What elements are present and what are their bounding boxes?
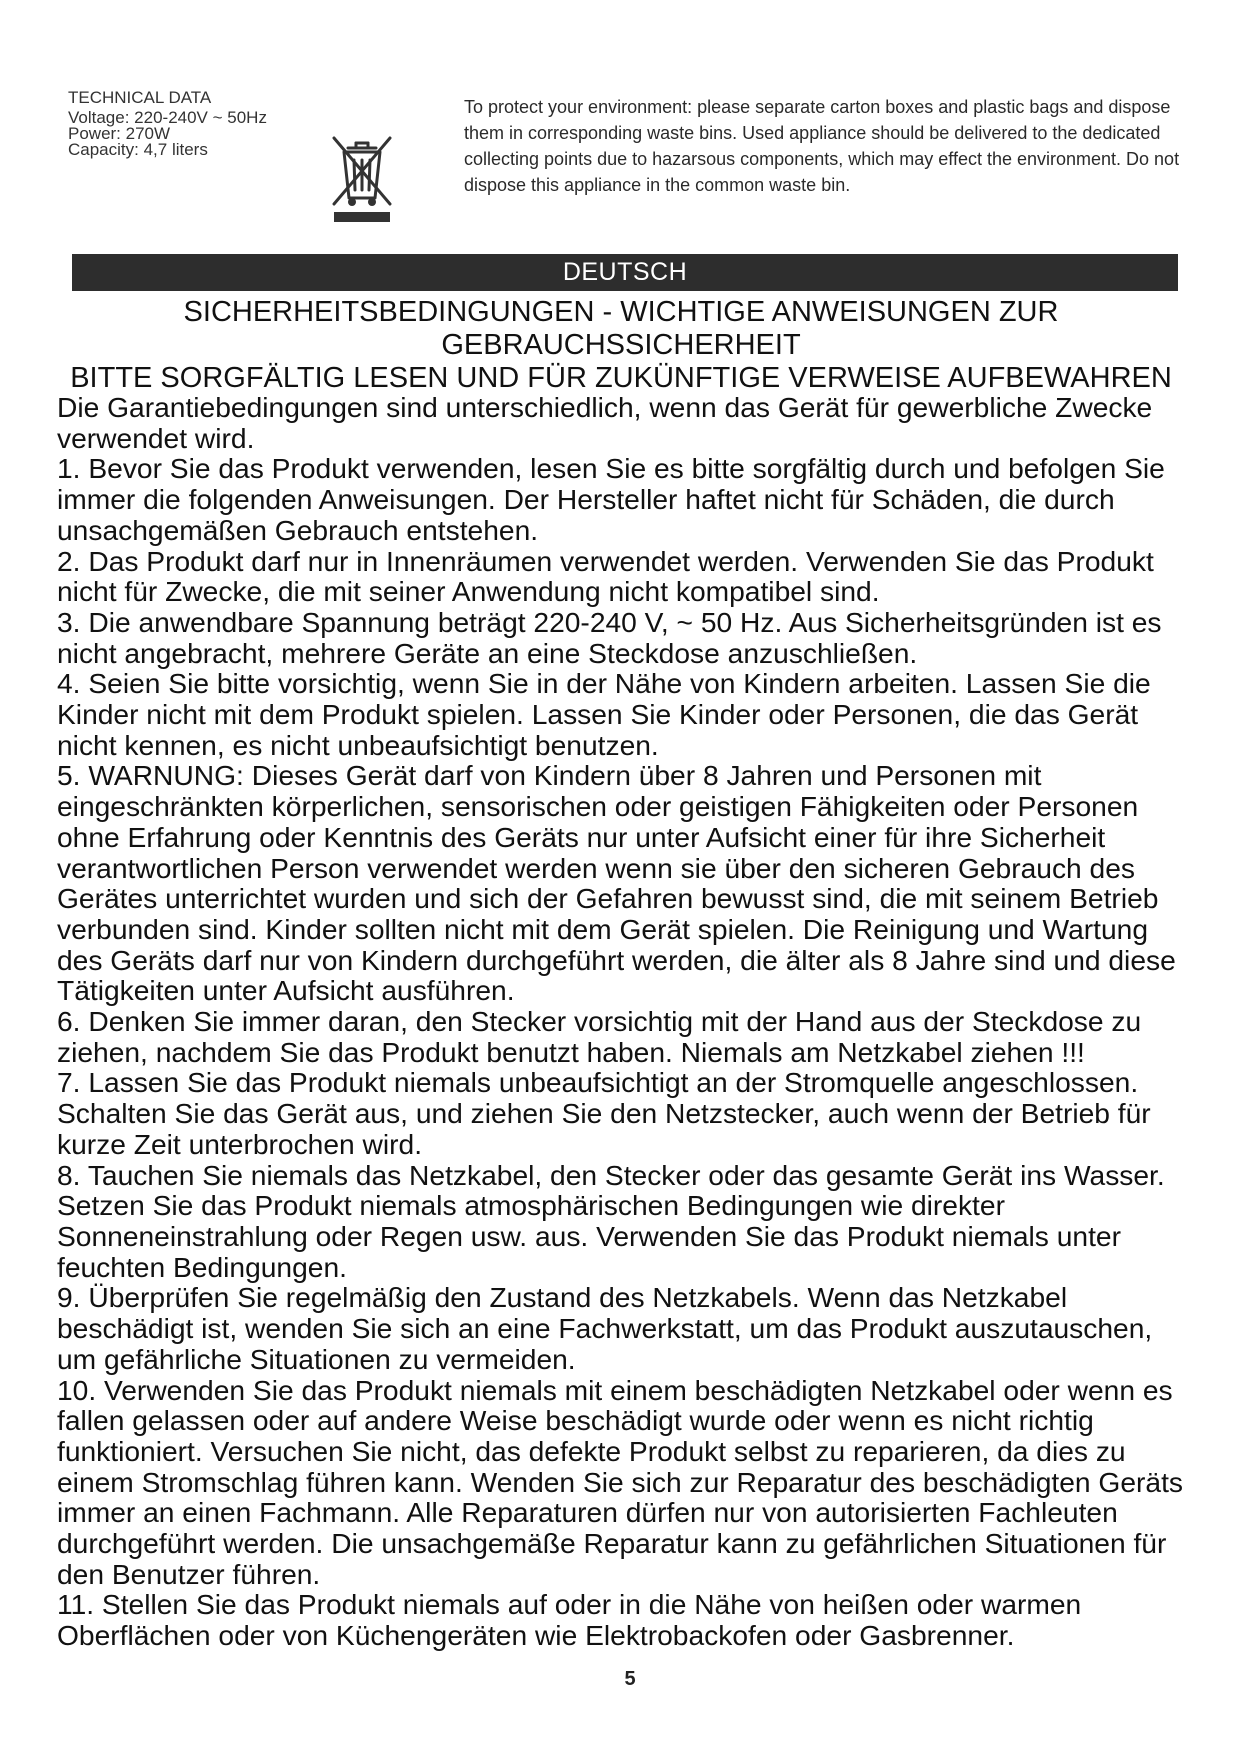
page-number: 5 — [624, 1668, 636, 1690]
instruction-item-10: 10. Verwenden Sie das Produkt niemals mit einem beschädigten Netzkabel oder wenn es fallen gelassen oder auf andere Weise beschädigt wurde oder wenn es nicht richtig funktioniert. Versuchen Sie nicht, das defekte Produkt selbst zu reparieren, da dies zu einem Stromschlag führen kann. Wenden Sie sich zur Reparatur des beschädigten Geräts immer an einen Fachmann. Alle Reparaturen dürfen nur von autorisierten Fachleuten durchgeführt werden. Die unsachgemäße Reparatur kann zu gefährlichen Situationen für den Benutzer führen. — [57, 1373, 1184, 1590]
warranty-intro: Die Garantiebedingungen sind unterschiedlich, wenn das Gerät für gewerbliche Zwecke verwendet wird. — [57, 391, 1153, 454]
technical-data — [68, 90, 308, 158]
instructions-body — [57, 392, 1189, 1651]
technical-data-voltage: Voltage: 220-240V ~ 50Hz — [68, 108, 267, 127]
safety-subtitle: BITTE SORGFÄLTIG LESEN UND FÜR ZUKÜNFTIGE VERWEISE AUFBEWAHREN — [70, 362, 1172, 394]
instruction-item-6: 6. Denken Sie immer daran, den Stecker vorsichtig mit der Hand aus der Steckdose zu ziehen, nachdem Sie das Produkt benutzt haben. Niemals am Netzkabel ziehen !!! — [57, 1005, 1142, 1068]
instruction-item-1: 1. Bevor Sie das Produkt verwenden, lesen Sie es bitte sorgfältig durch und befolgen Sie immer die folgenden Anweisungen. Der Hersteller haftet nicht für Schäden, die durch unsachgemäßen Gebrauch entstehen. — [57, 452, 1165, 546]
weee-bin-icon — [328, 134, 396, 224]
instruction-item-4: 4. Seien Sie bitte vorsichtig, wenn Sie in der Nähe von Kindern arbeiten. Lassen Sie die Kinder nicht mit dem Produkt spielen. Lassen Sie Kinder oder Personen, die das Gerät nicht kennen, es nicht unbeaufsichtigt benutzen. — [57, 667, 1151, 761]
instruction-item-8: 8. Tauchen Sie niemals das Netzkabel, den Stecker oder das gesamte Gerät ins Wasser. Setzen Sie das Produkt niemals atmosphärischen Bedingungen wie direkter Sonneneinstrahlung oder Regen usw. aus. Verwenden Sie das Produkt niemals unter feuchten Bedingungen. — [57, 1158, 1165, 1283]
technical-data-power: Power: 270W — [68, 124, 171, 143]
instruction-item-2: 2. Das Produkt darf nur in Innenräumen verwendet werden. Verwenden Sie das Produkt nicht für Zwecke, die mit seiner Anwendung nicht kompatibel sind. — [57, 544, 1154, 608]
technical-data-capacity: Capacity: 4,7 liters — [68, 140, 208, 159]
technical-data-title: TECHNICAL DATA — [68, 88, 212, 107]
safety-title: SICHERHEITSBEDINGUNGEN - WICHTIGE ANWEISUNGEN ZUR GEBRAUCHSSICHERHEIT — [183, 296, 1059, 361]
instruction-item-11: 11. Stellen Sie das Produkt niemals auf oder in die Nähe von heißen oder warmen Oberflächen oder von Küchengeräten wie Elektrobackofen oder Gasbrenner. — [57, 1588, 1082, 1652]
instruction-item-9: 9. Überprüfen Sie regelmäßig den Zustand des Netzkabels. Wenn das Netzkabel beschädigt ist, wenden Sie sich an eine Fachwerkstatt, um das Produkt auszutauschen, um gefährliche Situationen zu vermeiden. — [57, 1281, 1153, 1375]
environment-notice: To protect your environment: please separate carton boxes and plastic bags and dispose them in corresponding waste bins. Used appliance should be delivered to the dedicated collecting points due to hazarsous components, which may effect the environment. Do not dispose this appliance in the common waste bin. — [464, 97, 1180, 195]
instruction-item-3: 3. Die anwendbare Spannung beträgt 220-240 V, ~ 50 Hz. Aus Sicherheitsgründen ist es nicht angebracht, mehrere Geräte an eine Steckdose anzuschließen. — [57, 605, 1162, 669]
instruction-item-7: 7. Lassen Sie das Produkt niemals unbeaufsichtigt an der Stromquelle angeschlossen. Schalten Sie das Gerät aus, und ziehen Sie den Netzstecker, auch wenn der Betrieb für kurze Zeit unterbrochen wird. — [57, 1066, 1151, 1160]
instruction-item-5: 5. WARNUNG: Dieses Gerät darf von Kindern über 8 Jahren und Personen mit eingeschränkten körperlichen, sensorischen oder geistigen Fähigkeiten oder Personen ohne Erfahrung oder Kenntnis des Geräts nur unter Aufsicht einer für ihre Sicherheit verantwortlichen Person verwendet werden wenn sie über den sicheren Gebrauch des Gerätes unterrichtet wurden und sich der Gefahren bewusst sind, die mit seinem Betrieb verbunden sind. Kinder sollten nicht mit dem Gerät spielen. Die Reinigung und Wartung des Geräts darf nur von Kindern durchgeführt werden, die älter als 8 Jahre sind und diese Tätigkeiten unter Aufsicht ausführen. — [57, 759, 1176, 1007]
language-section-bar: DEUTSCH — [72, 254, 1178, 291]
